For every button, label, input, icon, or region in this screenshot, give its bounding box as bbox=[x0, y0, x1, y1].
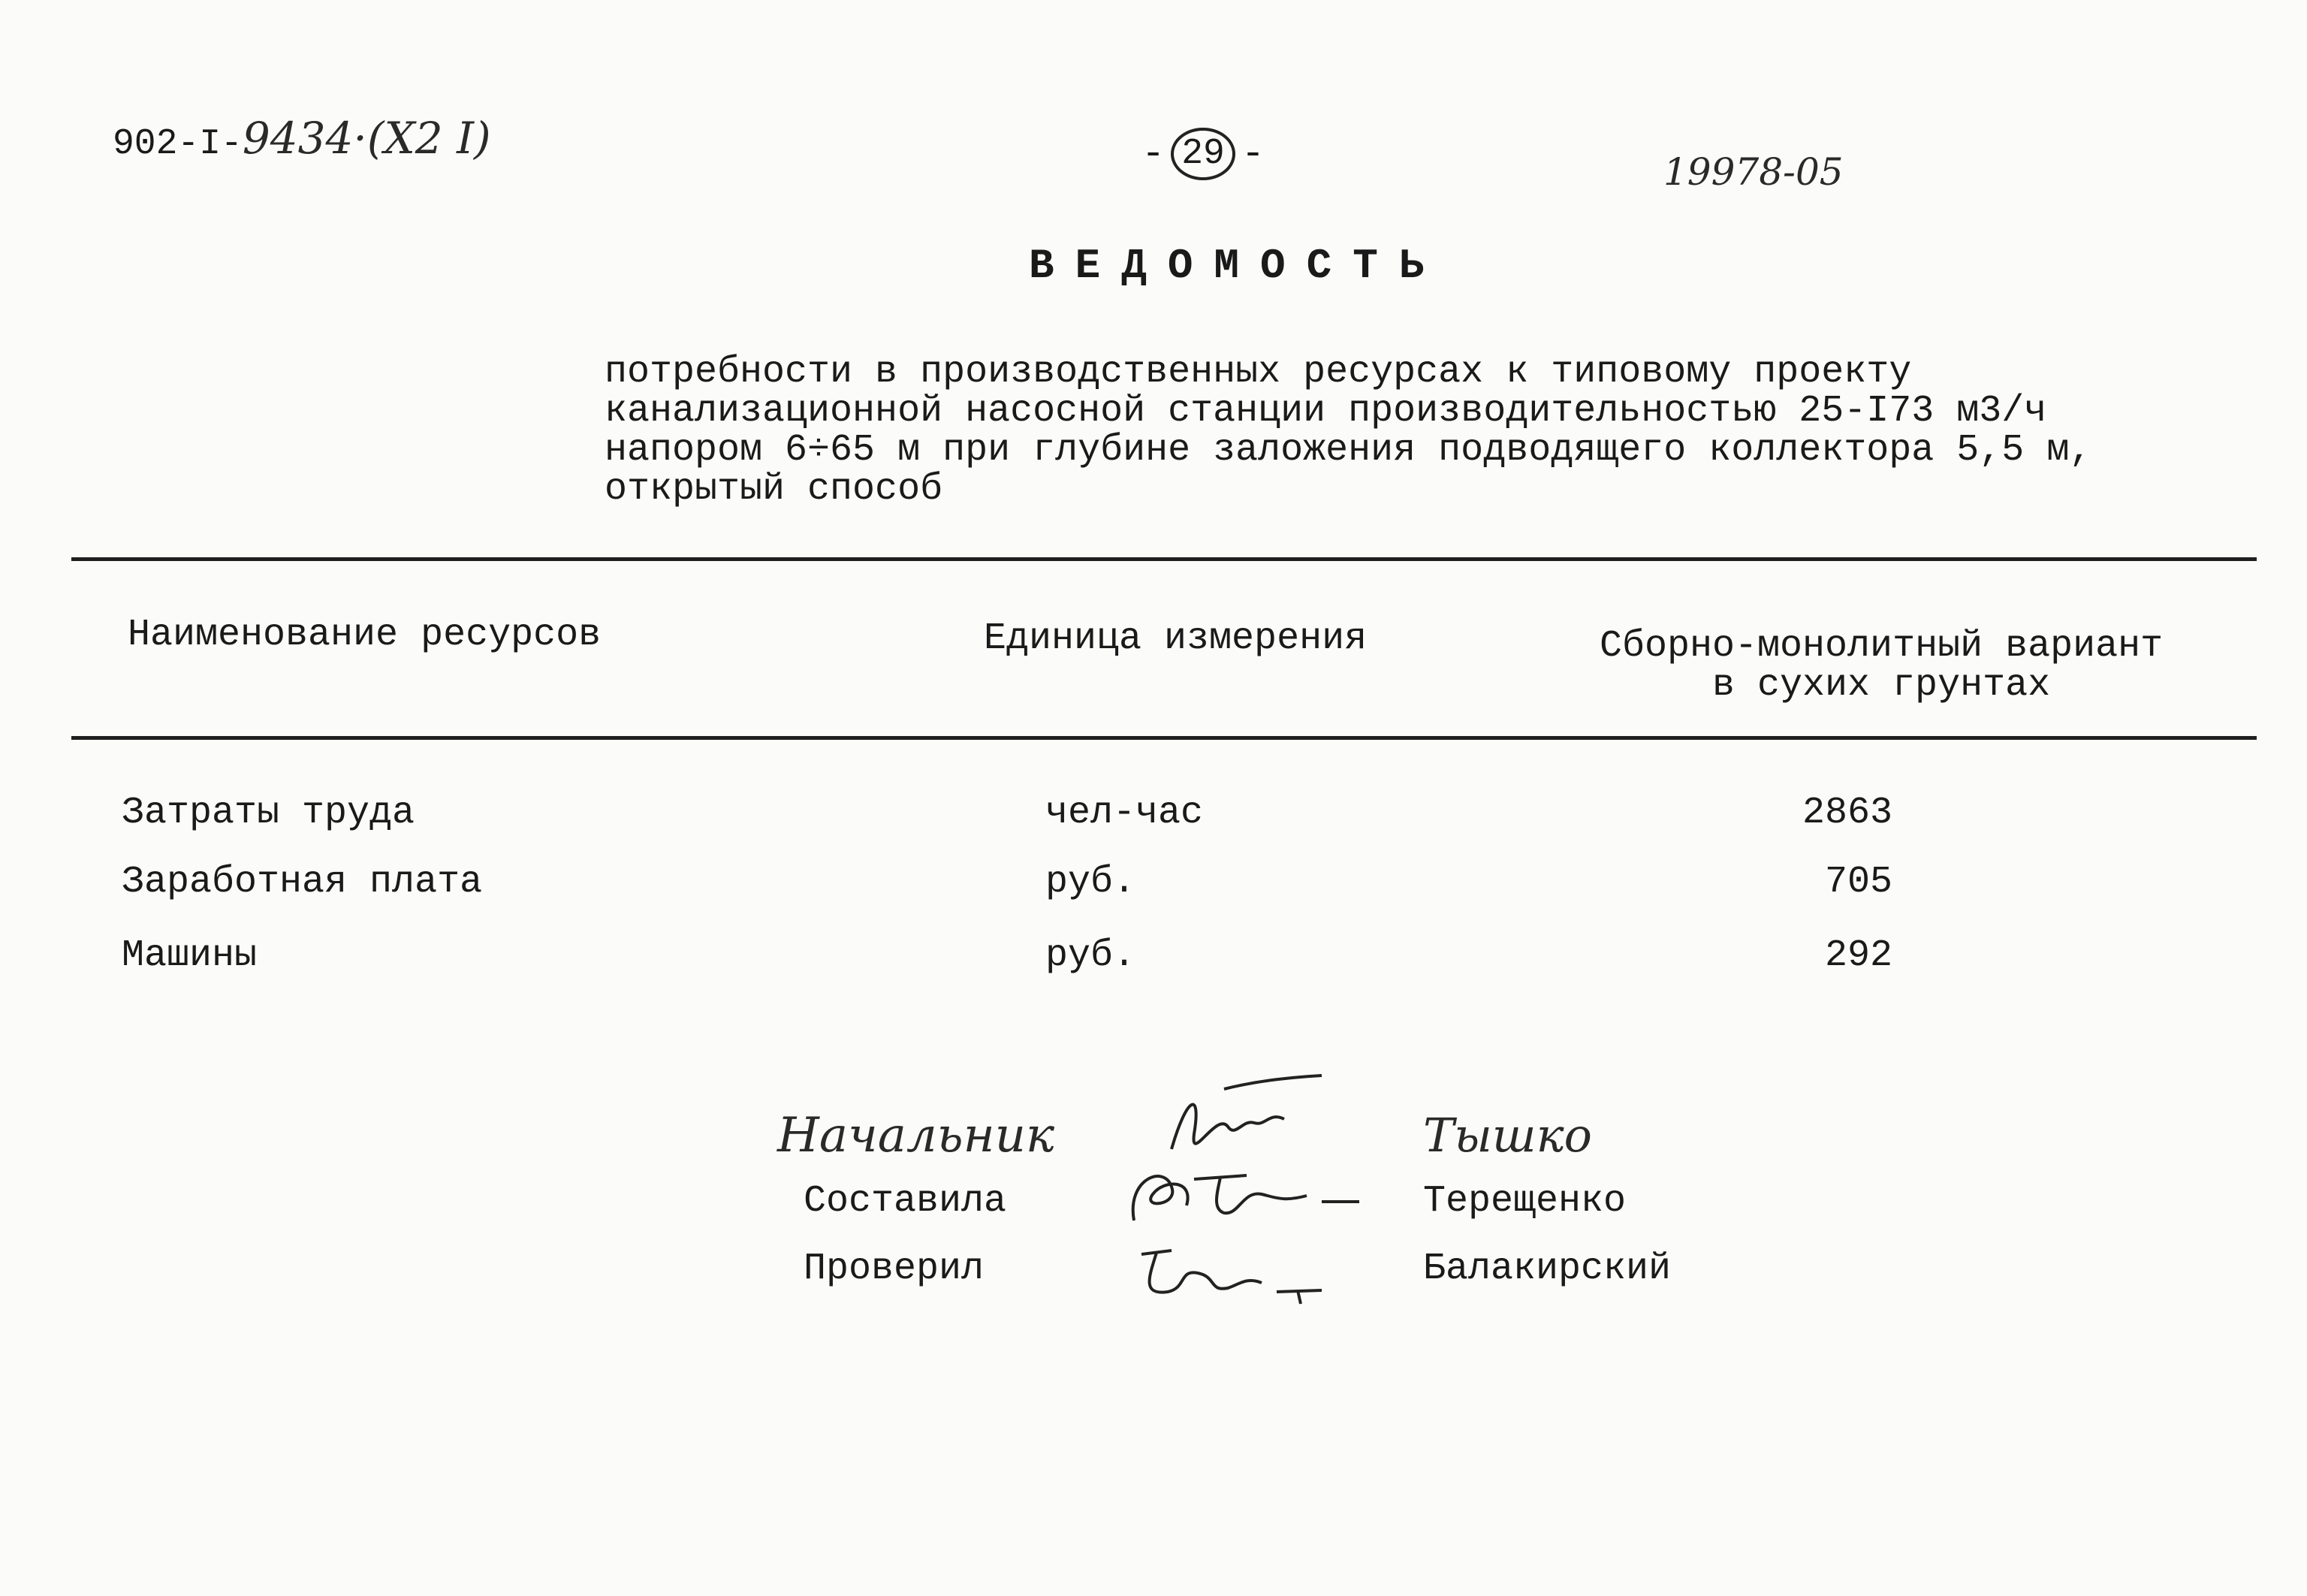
document-title: ВЕДОМОСТЬ bbox=[1029, 242, 1446, 290]
document-code-printed: 902-I- bbox=[113, 124, 243, 164]
table-header-rule bbox=[71, 736, 2257, 740]
row-unit: руб. bbox=[1045, 934, 1136, 977]
signature-role: Проверил bbox=[804, 1248, 985, 1290]
signature-name: Балакирский bbox=[1423, 1248, 1672, 1290]
description-line: открытый способ bbox=[605, 468, 943, 511]
column-header-variant-line2: в сухих грунтах bbox=[1712, 664, 2051, 707]
row-value: 2863 bbox=[1802, 792, 1892, 834]
row-name: Заработная плата bbox=[122, 861, 483, 904]
row-unit: чел-час bbox=[1045, 792, 1204, 834]
row-name: Машины bbox=[122, 934, 258, 977]
column-header-unit: Единица измерения bbox=[984, 617, 1368, 660]
column-header-variant bbox=[1600, 627, 2163, 705]
description-line: напором 6÷65 м при глубине заложения подводящего коллектора 5,5 м, bbox=[605, 429, 2092, 472]
page-number-value: 29 bbox=[1171, 128, 1235, 180]
document-code-handwritten: 9434·(Х2 I) bbox=[242, 113, 491, 164]
column-header-variant-line1: Сборно-монолитный вариант bbox=[1600, 625, 2164, 668]
row-name: Затраты труда bbox=[122, 792, 415, 834]
dash-right: - bbox=[1241, 131, 1265, 176]
reference-number: 19978-05 bbox=[1663, 150, 1844, 194]
row-value: 705 bbox=[1824, 861, 1892, 904]
dash-left: - bbox=[1141, 131, 1166, 176]
description-line: потребности в производственных ресурсах к типовому проекту bbox=[605, 351, 1912, 394]
signature-role: Составила bbox=[804, 1180, 1007, 1223]
document-description bbox=[605, 353, 2091, 509]
signature-name: Терещенко bbox=[1423, 1180, 1627, 1223]
signature-name-handwritten: Тышко bbox=[1423, 1108, 1592, 1163]
table-top-rule bbox=[71, 557, 2257, 561]
row-value: 292 bbox=[1824, 934, 1892, 977]
description-line: канализационной насосной станции производительностью 25-I73 м3/ч bbox=[605, 390, 2047, 433]
handwritten-signature-icon bbox=[1111, 1149, 1382, 1239]
signature-role-handwritten: Начальник bbox=[777, 1108, 1055, 1163]
handwritten-signature-icon bbox=[1126, 1232, 1352, 1314]
column-header-name: Наименование ресурсов bbox=[128, 614, 602, 656]
row-unit: руб. bbox=[1045, 861, 1136, 904]
page-number bbox=[1141, 128, 1265, 180]
document-code bbox=[113, 113, 491, 164]
